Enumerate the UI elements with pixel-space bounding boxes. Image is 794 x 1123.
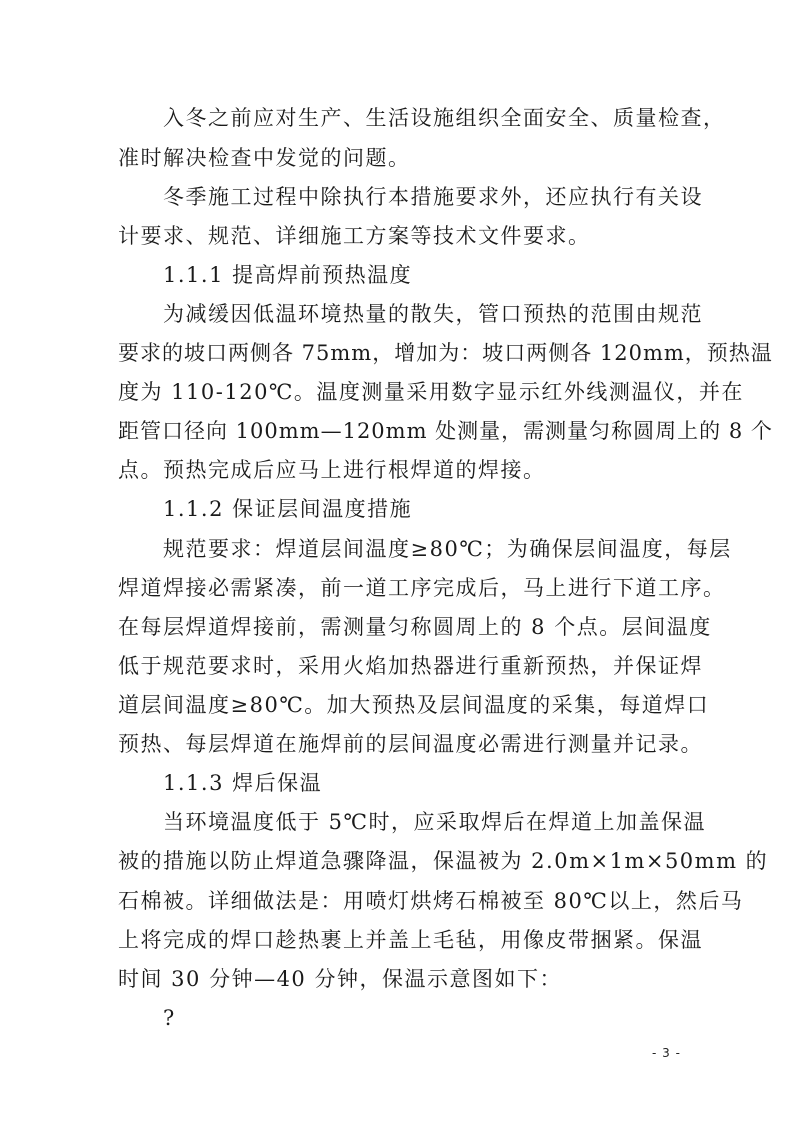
paragraph-line: 低于规范要求时，采用火焰加热器进行重新预热，并保证焊	[118, 654, 703, 678]
paragraph-line: 冬季施工过程中除执行本措施要求外，还应执行有关设	[163, 185, 703, 209]
paragraph-line: 被的措施以防止焊道急骤降温，保温被为 2.0m×1m×50mm 的	[118, 849, 769, 873]
paragraph-line: 当环境温度低于 5℃时，应采取焊后在焊道上加盖保温	[163, 810, 707, 834]
page-number: - 3 -	[652, 1046, 681, 1060]
paragraph-line: 道层间温度≥80℃。加大预热及层间温度的采集，每道焊口	[118, 693, 710, 717]
paragraph-line: 规范要求：焊道层间温度≥80℃；为确保层间温度，每层	[163, 537, 732, 561]
paragraph-line: 距管口径向 100mm—120mm 处测量，需测量匀称圆周上的 8 个	[118, 419, 773, 443]
paragraph-line: 上将完成的焊口趁热裹上并盖上毛毡，用像皮带捆紧。保温	[118, 928, 703, 952]
paragraph-line: 准时解决检查中发觉的问题。	[118, 146, 411, 170]
paragraph-line: 预热、每层焊道在施焊前的层间温度必需进行测量并记录。	[118, 732, 703, 756]
paragraph-line: 度为 110-120℃。温度测量采用数字显示红外线测温仪，并在	[118, 380, 744, 404]
paragraph-line: 点。预热完成后应马上进行根焊道的焊接。	[118, 458, 546, 482]
paragraph-line: 焊道焊接必需紧凑，前一道工序完成后，马上进行下道工序。	[118, 576, 726, 600]
section-heading: 1.1.3 焊后保温	[163, 771, 323, 795]
section-heading: 1.1.1 提高焊前预热温度	[163, 263, 413, 287]
paragraph-line: 计要求、规范、详细施工方案等技术文件要求。	[118, 224, 591, 248]
paragraph-line: 要求的坡口两侧各 75mm，增加为：坡口两侧各 120mm，预热温	[118, 341, 773, 365]
paragraph-line: 为减缓因低温环境热量的散失，管口预热的范围由规范	[163, 302, 703, 326]
paragraph-line: 石棉被。详细做法是：用喷灯烘烤石棉被至 80℃以上，然后马	[118, 889, 744, 913]
paragraph-line: 时间 30 分钟—40 分钟，保温示意图如下：	[118, 967, 562, 991]
paragraph-line: 入冬之前应对生产、生活设施组织全面安全、质量检查，	[163, 106, 726, 130]
section-heading: 1.1.2 保证层间温度措施	[163, 497, 413, 521]
missing-figure-placeholder: ?	[163, 1006, 176, 1030]
paragraph-line: 在每层焊道焊接前，需测量匀称圆周上的 8 个点。层间温度	[118, 615, 712, 639]
